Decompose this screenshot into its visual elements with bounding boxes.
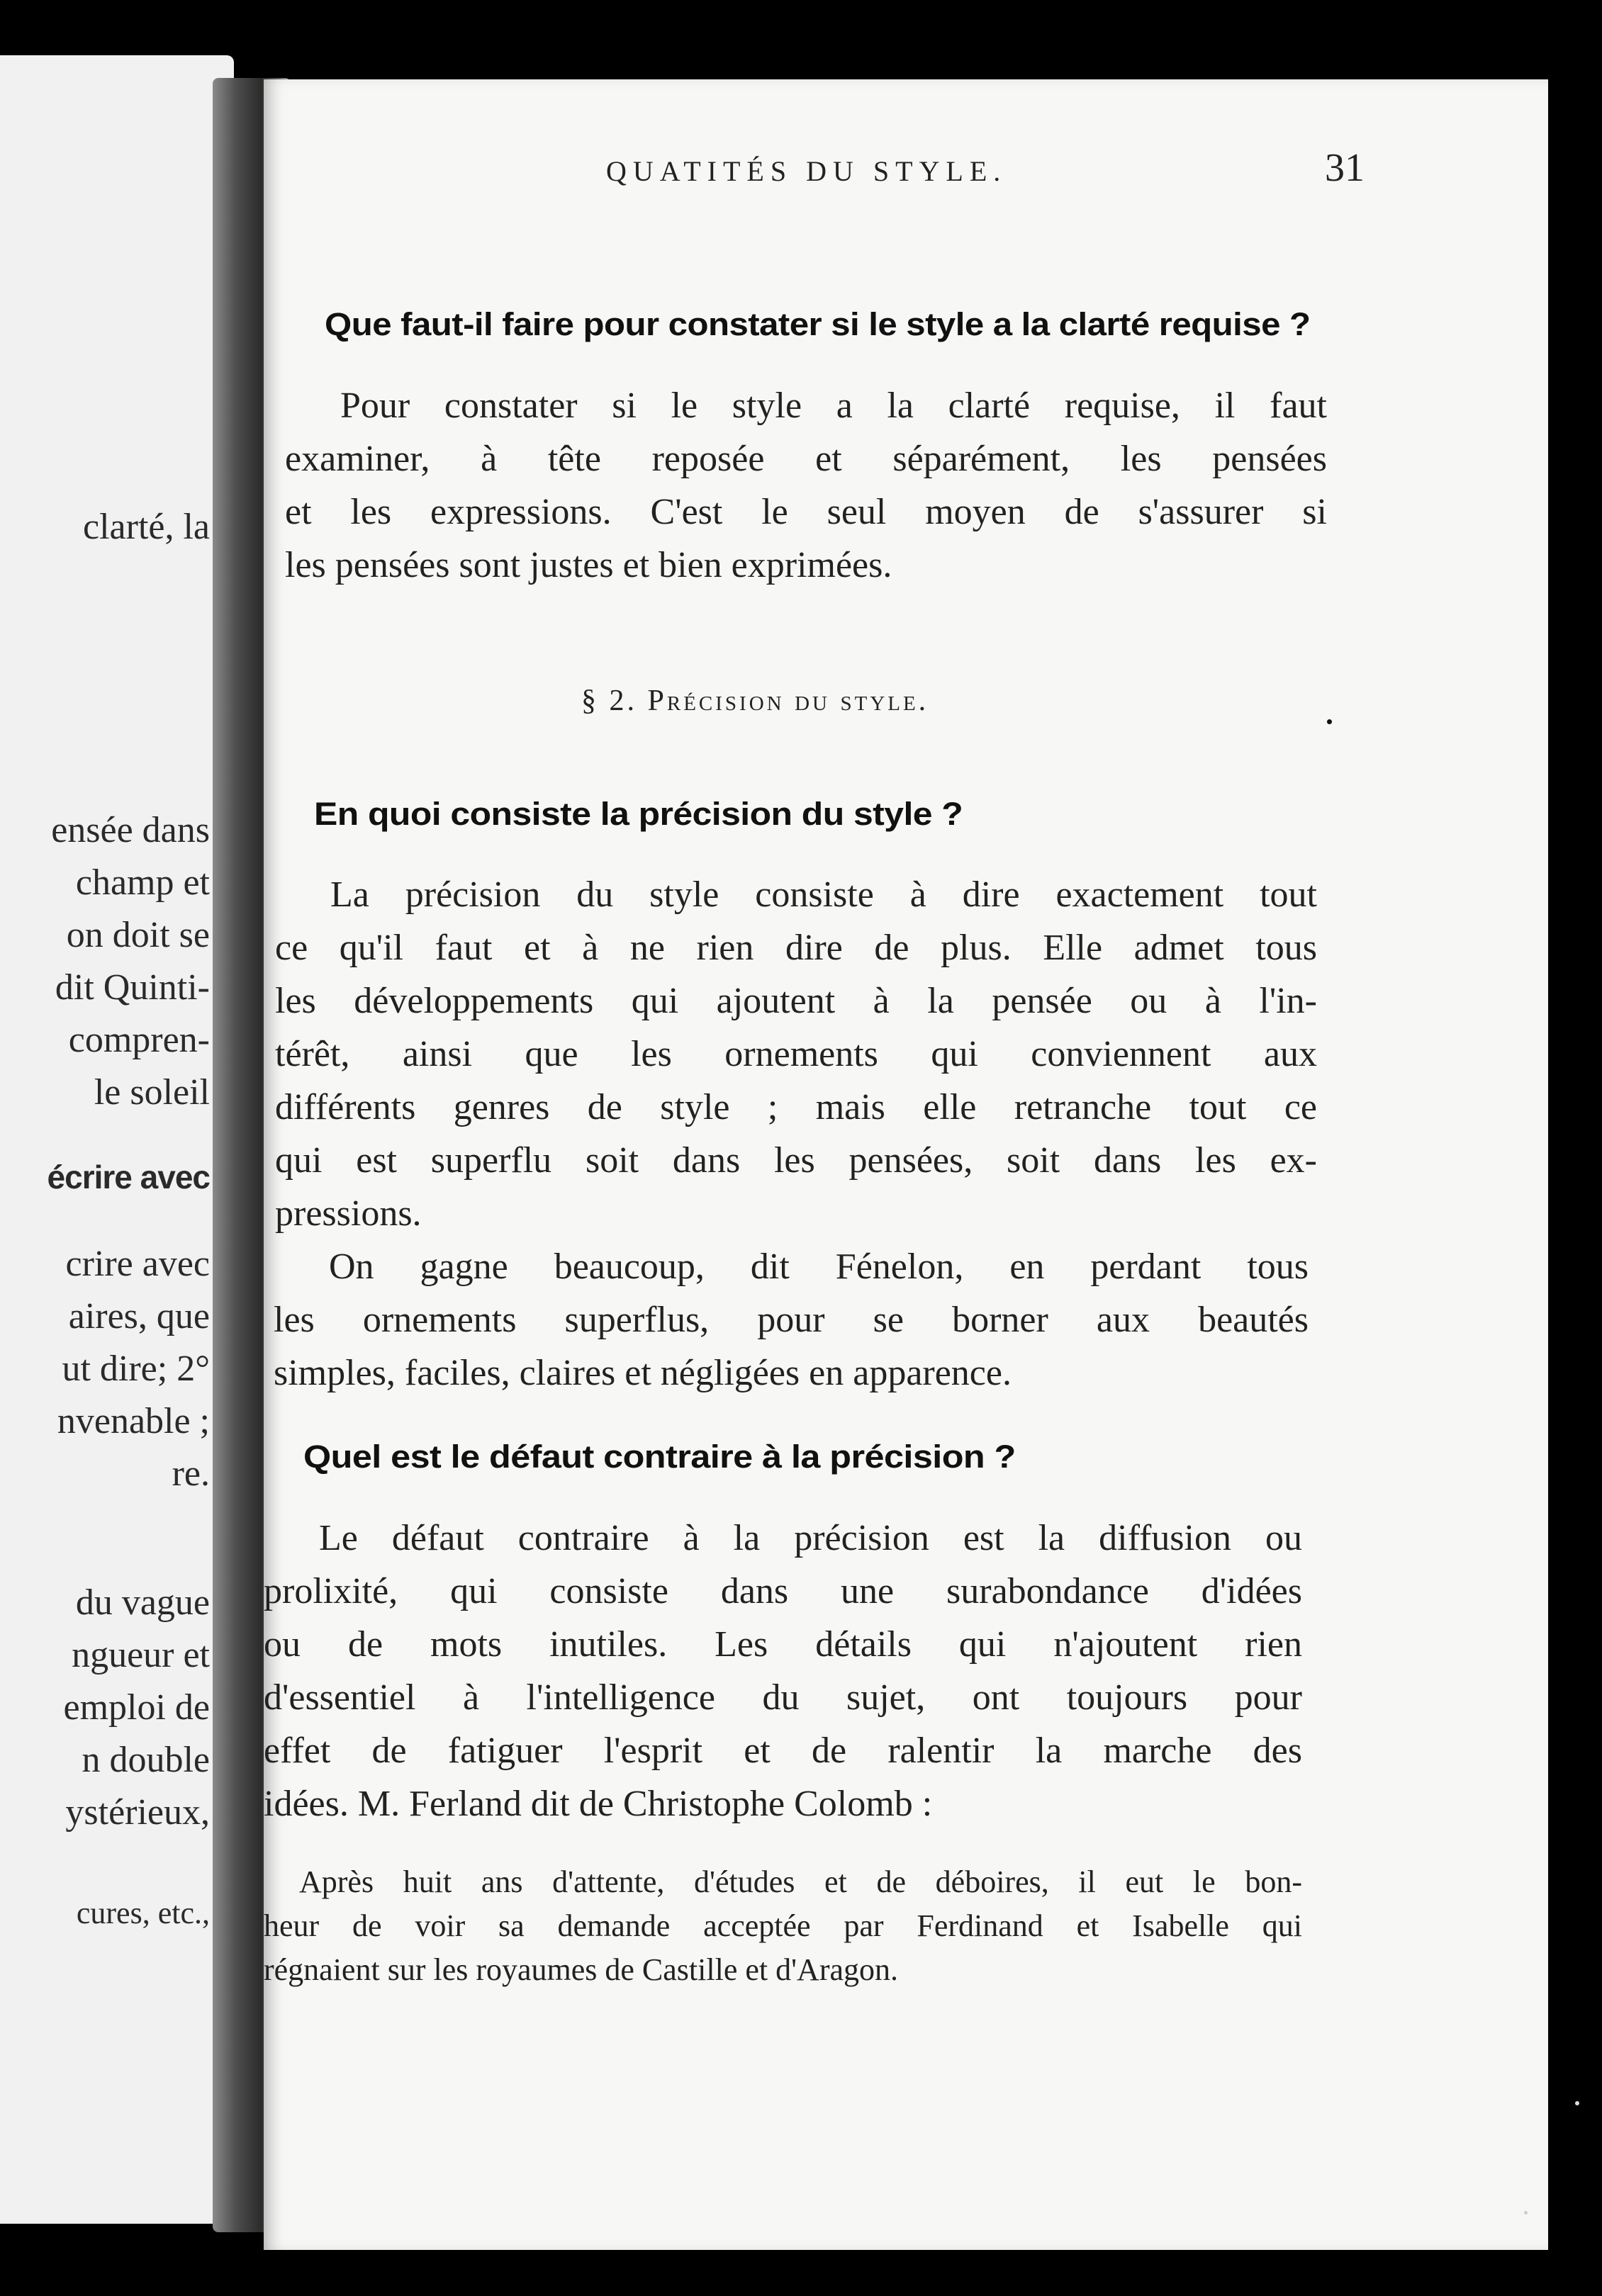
left-page-line: ut dire; 2°: [62, 1349, 210, 1389]
quote-line: heur de voir sa demande acceptée par Ferdinand et Isabelle qui: [264, 1908, 1302, 1943]
paragraph-line: les développements qui ajoutent à la pensée ou à l'in-: [275, 981, 1317, 1021]
block-quote: [264, 1860, 1302, 1992]
scan-speck: [1327, 719, 1332, 724]
left-page-line: champ et: [75, 862, 210, 903]
paragraph-line: pressions.: [275, 1193, 422, 1234]
question-heading: En quoi consiste la précision du style ?: [314, 796, 963, 832]
paragraph-line: examiner, à tête reposée et séparément, les pensées: [285, 439, 1327, 479]
left-page-fragment: [0, 55, 234, 2224]
paragraph-line: Pour constater si le style a la clarté requise, il faut: [340, 386, 1327, 426]
quote-line: régnaient sur les royaumes de Castille et d'Aragon.: [264, 1952, 898, 1987]
left-page-line: nvenable ;: [57, 1401, 210, 1441]
left-page-line: crire avec: [65, 1244, 210, 1284]
left-page-line: du vague: [75, 1582, 210, 1623]
paragraph-line: idées. M. Ferland dit de Christophe Colomb :: [264, 1784, 933, 1824]
paragraph-line: effet de fatiguer l'esprit et de ralentir la marche des: [264, 1731, 1302, 1771]
paragraph-line: les ornements superflus, pour se borner aux beautés: [274, 1300, 1309, 1340]
paragraph-line: d'essentiel à l'intelligence du sujet, ont toujours pour: [264, 1677, 1302, 1718]
left-page-line: aires, que: [68, 1296, 210, 1336]
paragraph-line: Le défaut contraire à la précision est la diffusion ou: [319, 1518, 1302, 1558]
left-page-line: ystérieux,: [65, 1792, 210, 1833]
paragraph-line: térêt, ainsi que les ornements qui conviennent aux: [275, 1034, 1317, 1074]
paragraph: [285, 379, 1327, 592]
section-number: § 2.: [581, 685, 637, 717]
left-page-line: cures, etc.,: [76, 1896, 210, 1930]
left-page-line: le soleil: [94, 1072, 210, 1113]
paragraph-line: La précision du style consiste à dire exactement tout: [330, 874, 1317, 915]
paragraph-line: et les expressions. C'est le seul moyen de s'assurer si: [285, 492, 1327, 532]
paragraph-line: simples, faciles, claires et négligées en apparence.: [274, 1353, 1012, 1393]
question-heading: Quel est le défaut contraire à la précision ?: [303, 1439, 1016, 1475]
left-page-line: on doit se: [66, 915, 210, 955]
paragraph-line: qui est superflu soit dans les pensées, soit dans les ex-: [275, 1140, 1317, 1181]
left-page-line: n double: [82, 1740, 210, 1780]
left-page-line: clarté, la: [83, 507, 210, 547]
section-title: Précision du style.: [647, 685, 929, 717]
left-page-line: compren-: [68, 1020, 210, 1060]
left-page-line: ensée dans: [51, 810, 210, 850]
question-heading: Que faut-il faire pour constater si le style a la clarté requise ?: [325, 306, 1311, 342]
page-number: 31: [1325, 146, 1365, 190]
quote-line: Après huit ans d'attente, d'études et de déboires, il eut le bon-: [299, 1864, 1302, 1899]
paragraph-line: On gagne beaucoup, dit Fénelon, en perdant tous: [329, 1247, 1309, 1287]
paragraph-line: les pensées sont justes et bien exprimées.: [285, 545, 892, 585]
paragraph-line: ce qu'il faut et à ne rien dire de plus. Elle admet tous: [275, 928, 1317, 968]
scan-speck: [1524, 2211, 1528, 2215]
left-page-line: dit Quinti-: [55, 967, 210, 1008]
running-head: [351, 145, 1365, 191]
paragraph: [274, 1240, 1309, 1400]
running-head-title: QUATITÉS DU STYLE.: [606, 155, 1007, 187]
paragraph: [275, 868, 1317, 1240]
paragraph-line: prolixité, qui consiste dans une surabondance d'idées: [264, 1571, 1302, 1611]
paragraph-line: ou de mots inutiles. Les détails qui n'ajoutent rien: [264, 1624, 1302, 1665]
left-page-line: emploi de: [63, 1687, 210, 1728]
scan-speck: [1575, 2101, 1579, 2105]
section-heading: [581, 684, 929, 718]
paragraph-line: différents genres de style ; mais elle retranche tout ce: [275, 1087, 1317, 1127]
left-page-line: ngueur et: [72, 1635, 210, 1675]
left-page-question-fragment: écrire avec: [47, 1159, 210, 1195]
paragraph: [264, 1512, 1302, 1830]
left-page-line: re.: [172, 1453, 210, 1494]
